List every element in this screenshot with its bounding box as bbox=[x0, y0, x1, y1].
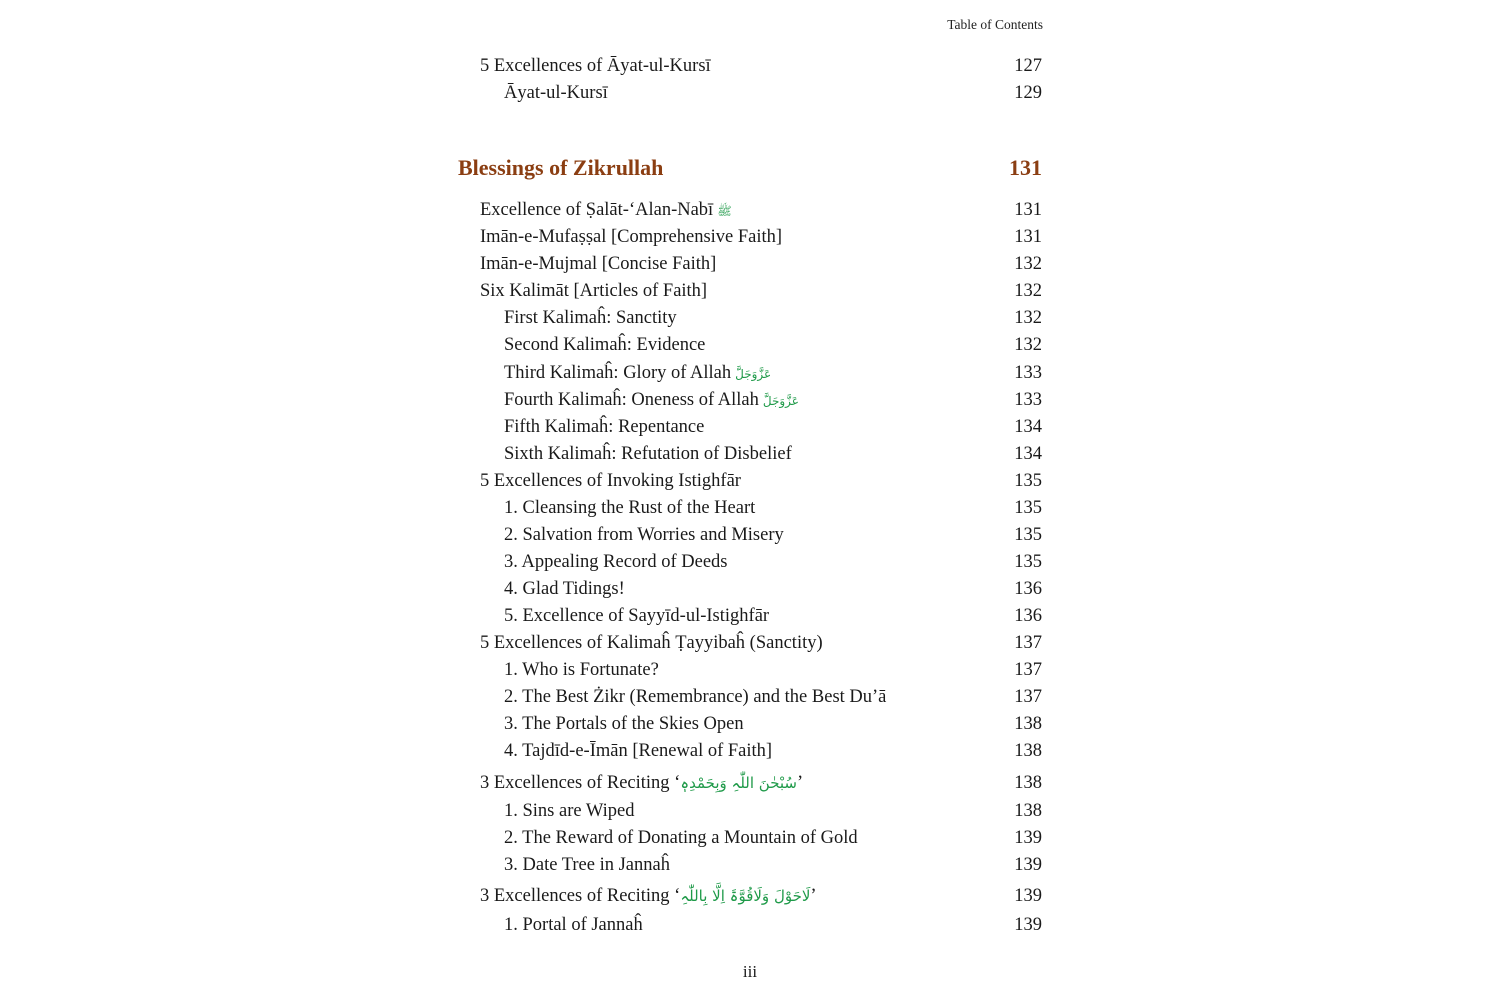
toc-entry-page: 137 bbox=[1014, 660, 1042, 680]
section-heading[interactable] bbox=[458, 153, 1042, 183]
honorific-glyph: عَزَّوَجَلَّ bbox=[735, 367, 772, 381]
toc-entry-label: 4. Glad Tidings! bbox=[504, 579, 625, 599]
toc-entry-label: 5. Excellence of Sayyīd-ul-Istighfār bbox=[504, 606, 770, 626]
toc-entry-label: Third Kalimaĥ: Glory of Allah عَزَّوَجَلَّ bbox=[504, 363, 772, 383]
toc-entry-label: Sixth Kalimaĥ: Refutation of Disbelief bbox=[504, 444, 792, 464]
toc-entry-page: 135 bbox=[1014, 525, 1042, 545]
running-header: Table of Contents bbox=[947, 17, 1043, 32]
toc-entry-page: 137 bbox=[1014, 687, 1042, 707]
toc-entry-page: 135 bbox=[1014, 552, 1042, 572]
toc-entry-page: 129 bbox=[1014, 83, 1042, 103]
toc-entry-page: 127 bbox=[1014, 56, 1042, 76]
toc-entry-page: 131 bbox=[1014, 200, 1042, 220]
toc-entry[interactable] bbox=[480, 278, 1042, 305]
toc-entry[interactable] bbox=[504, 549, 1042, 576]
toc-entry-label: 3 Excellences of Reciting ‘لَاحَوْلَ وَلَاقُوَّۃَ اِلَّا بِاللّٰہِ’ bbox=[480, 886, 817, 906]
toc-entry[interactable] bbox=[504, 603, 1042, 630]
toc-entry[interactable] bbox=[504, 657, 1042, 684]
toc-entry[interactable] bbox=[480, 883, 1042, 910]
toc-entry-page: 136 bbox=[1014, 579, 1042, 599]
toc-entry-page: 131 bbox=[1014, 227, 1042, 247]
toc-entry[interactable] bbox=[480, 468, 1042, 495]
toc-entry[interactable] bbox=[504, 576, 1042, 603]
toc-entry-label: Imān-e-Mufaṣṣal [Comprehensive Faith] bbox=[480, 227, 783, 247]
toc-entry-page: 139 bbox=[1014, 915, 1042, 935]
toc-entry-label: Imān-e-Mujmal [Concise Faith] bbox=[480, 254, 717, 274]
toc-entry-label: 1. Sins are Wiped bbox=[504, 801, 635, 821]
section-page: 131 bbox=[1009, 155, 1042, 180]
toc-entry-label: 3. Appealing Record of Deeds bbox=[504, 552, 728, 572]
toc-entry-label: 2. Salvation from Worries and Misery bbox=[504, 525, 784, 545]
toc-entry-label: 4. Tajdīd-e-Īmān [Renewal of Faith] bbox=[504, 741, 773, 761]
toc-entry[interactable] bbox=[504, 852, 1042, 879]
toc-entry[interactable] bbox=[480, 224, 1042, 251]
toc-entry[interactable] bbox=[504, 80, 1042, 107]
arabic-phrase: لَاحَوْلَ وَلَاقُوَّۃَ اِلَّا بِاللّٰہِ bbox=[680, 887, 811, 905]
toc-entry[interactable] bbox=[480, 53, 1042, 80]
toc-entry[interactable] bbox=[504, 825, 1042, 852]
toc-entry-page: 139 bbox=[1014, 855, 1042, 875]
honorific-glyph: عَزَّوَجَلَّ bbox=[762, 394, 799, 408]
toc-entry-page: 137 bbox=[1014, 633, 1042, 653]
toc-entry-page: 134 bbox=[1014, 444, 1042, 464]
toc-entry[interactable] bbox=[504, 332, 1042, 359]
toc-entry-page: 139 bbox=[1014, 828, 1042, 848]
toc-entry[interactable] bbox=[480, 197, 1042, 224]
toc-entry-page: 132 bbox=[1014, 335, 1042, 355]
toc-entry-label: 1. Cleansing the Rust of the Heart bbox=[504, 498, 756, 518]
page-number: iii bbox=[742, 962, 758, 981]
toc-entry-page: 138 bbox=[1014, 801, 1042, 821]
toc-entry-label: 2. The Reward of Donating a Mountain of Gold bbox=[504, 828, 858, 848]
toc-entry-label: First Kalimaĥ: Sanctity bbox=[504, 308, 677, 328]
arabic-phrase: سُبْحٰنَ اللّٰہِ وَبِحَمْدِہٖ bbox=[680, 774, 798, 792]
toc-entry-label: Second Kalimaĥ: Evidence bbox=[504, 335, 706, 355]
toc-entry-label: 2. The Best Żikr (Remembrance) and the Best Du’ā bbox=[504, 687, 887, 707]
toc-entry-label: Āyat-ul-Kursī bbox=[504, 83, 608, 103]
toc-entry-page: 133 bbox=[1014, 363, 1042, 383]
toc-entry-label: 5 Excellences of Āyat-ul-Kursī bbox=[480, 56, 711, 76]
toc-entry[interactable] bbox=[504, 711, 1042, 738]
toc-entry-page: 138 bbox=[1014, 741, 1042, 761]
toc-entry[interactable] bbox=[504, 912, 1042, 939]
toc-entry-label: Six Kalimāt [Articles of Faith] bbox=[480, 281, 708, 301]
toc-entry-label: 1. Who is Fortunate? bbox=[504, 660, 659, 680]
toc-entry-page: 132 bbox=[1014, 281, 1042, 301]
toc-entry-page: 132 bbox=[1014, 254, 1042, 274]
toc-entry-page: 133 bbox=[1014, 390, 1042, 410]
toc-entry-page: 138 bbox=[1014, 773, 1042, 793]
toc-entry-label: 1. Portal of Jannaĥ bbox=[504, 915, 643, 935]
toc-entry-label: Excellence of Ṣalāt-‘Alan-Nabī ﷺ bbox=[480, 200, 732, 220]
toc-entry-label: Fifth Kalimaĥ: Repentance bbox=[504, 417, 705, 437]
toc-entry-page: 139 bbox=[1014, 886, 1042, 906]
toc-entry-page: 134 bbox=[1014, 417, 1042, 437]
toc-entry[interactable] bbox=[504, 360, 1042, 387]
toc-entry[interactable] bbox=[504, 414, 1042, 441]
toc-entry[interactable] bbox=[504, 522, 1042, 549]
toc-entry[interactable] bbox=[504, 684, 1042, 711]
toc-entry-page: 132 bbox=[1014, 308, 1042, 328]
toc-entry[interactable] bbox=[504, 495, 1042, 522]
toc-entry[interactable] bbox=[480, 770, 1042, 797]
toc-entry-label: 5 Excellences of Kalimaĥ Ṭayyibaĥ (Sanctity) bbox=[480, 633, 823, 653]
toc-entry-label: 3. The Portals of the Skies Open bbox=[504, 714, 744, 734]
toc-entry[interactable] bbox=[480, 630, 1042, 657]
toc-entry-label: 3 Excellences of Reciting ‘سُبْحٰنَ اللّٰہِ وَبِحَمْدِہٖ’ bbox=[480, 773, 804, 793]
toc-entry[interactable] bbox=[504, 738, 1042, 765]
toc-entry-label: 3. Date Tree in Jannaĥ bbox=[504, 855, 670, 875]
toc-entry-page: 135 bbox=[1014, 498, 1042, 518]
toc-entry[interactable] bbox=[504, 798, 1042, 825]
toc-entry-page: 135 bbox=[1014, 471, 1042, 491]
toc-entry[interactable] bbox=[480, 251, 1042, 278]
toc-entry-page: 136 bbox=[1014, 606, 1042, 626]
section-title: Blessings of Zikrullah bbox=[458, 155, 664, 180]
toc-entry-label: 5 Excellences of Invoking Istighfār bbox=[480, 471, 741, 491]
toc-entry-label: Fourth Kalimaĥ: Oneness of Allah عَزَّوَجَلَّ bbox=[504, 390, 799, 410]
toc-entry[interactable] bbox=[504, 387, 1042, 414]
toc-entry-page: 138 bbox=[1014, 714, 1042, 734]
toc-entry[interactable] bbox=[504, 305, 1042, 332]
honorific-glyph: ﷺ bbox=[717, 204, 732, 218]
toc-entry[interactable] bbox=[504, 441, 1042, 468]
